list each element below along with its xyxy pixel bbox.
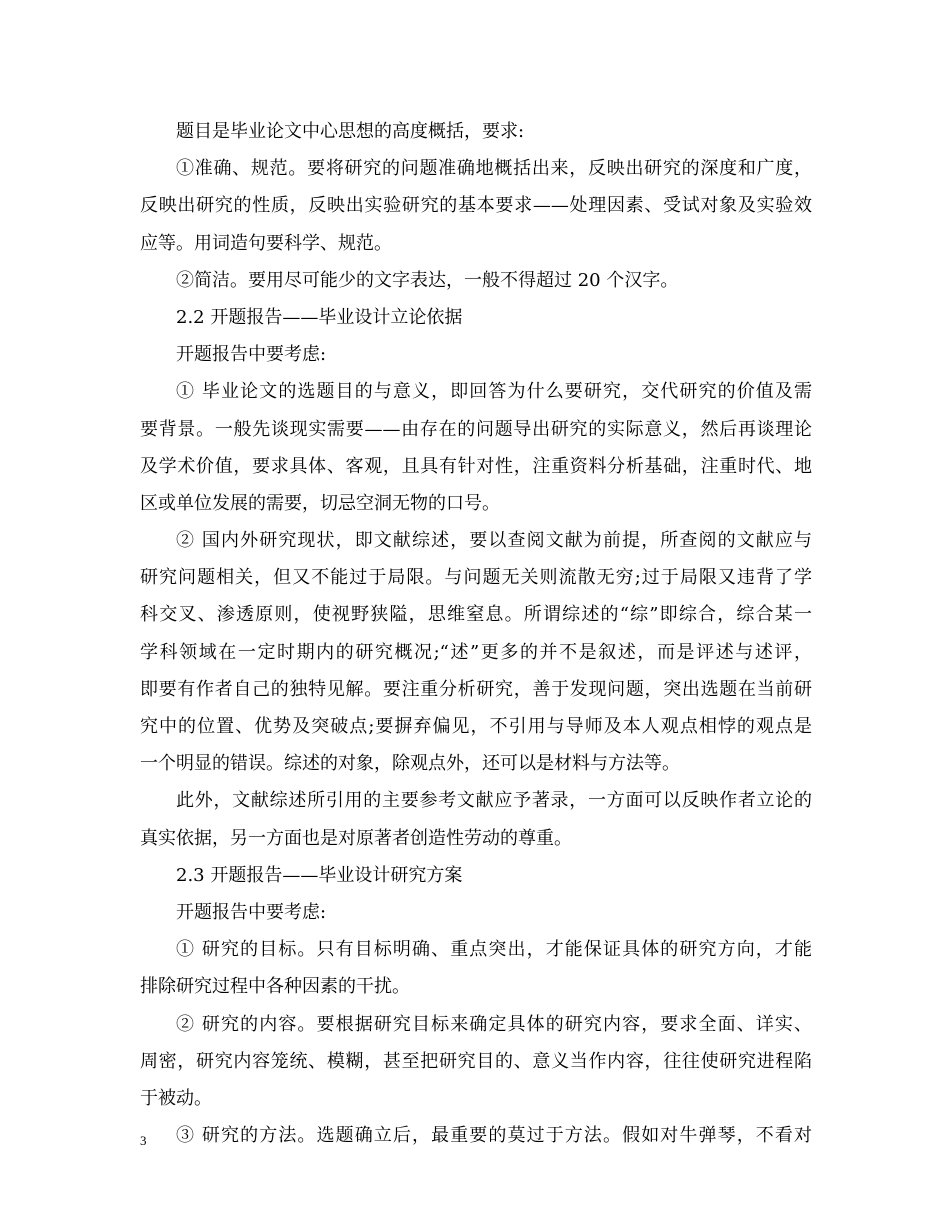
paragraph-line: 开题报告中要考虑: xyxy=(176,901,327,923)
paragraph-line: 应等。用词造句要科学、规范。 xyxy=(140,232,392,254)
paragraph-line: 及学术价值，要求具体、客观，且具有针对性，注重资料分析基础，注重时代、地 xyxy=(140,455,812,477)
paragraph-line: 学科领域在一定时期内的研究概况;“述”更多的并不是叙述，而是评述与述评， xyxy=(140,641,812,663)
paragraph-line: 开题报告中要考虑: xyxy=(176,344,327,366)
paragraph-line: 排除研究过程中各种因素的干扰。 xyxy=(140,976,410,998)
body-text xyxy=(140,113,812,1154)
paragraph-line: ② 研究的内容。要根据研究目标来确定具体的研究内容，要求全面、详实、 xyxy=(176,1013,812,1035)
paragraph-line: ①准确、规范。要将研究的问题准确地概括出来，反映出研究的深度和广度， xyxy=(176,158,812,180)
page-number: 3 xyxy=(140,1133,147,1148)
section-heading: 2.2 开题报告——毕业设计立论依据 xyxy=(176,306,463,328)
paragraph-line: 反映出研究的性质，反映出实验研究的基本要求——处理因素、受试对象及实验效 xyxy=(140,195,812,217)
paragraph-line: 研究问题相关，但又不能过于局限。与问题无关则流散无穷;过于局限又违背了学 xyxy=(140,567,812,589)
paragraph-line: 科交叉、渗透原则，使视野狭隘，思维窒息。所谓综述的“综”即综合，综合某一 xyxy=(140,604,812,626)
paragraph-line: ① 研究的目标。只有目标明确、重点突出，才能保证具体的研究方向，才能 xyxy=(176,939,812,961)
paragraph-line: 周密，研究内容笼统、模糊，甚至把研究目的、意义当作内容，往往使研究进程陷 xyxy=(140,1050,812,1072)
paragraph-line: ② 国内外研究现状，即文献综述，要以查阅文献为前提，所查阅的文献应与 xyxy=(176,530,812,552)
paragraph-line: 即要有作者自己的独特见解。要注重分析研究，善于发现问题，突出选题在当前研 xyxy=(140,678,812,700)
paragraph-line: 究中的位置、优势及突破点;要摒弃偏见，不引用与导师及本人观点相悖的观点是 xyxy=(140,716,812,737)
section-heading: 2.3 开题报告——毕业设计研究方案 xyxy=(176,864,463,886)
paragraph-line: 区或单位发展的需要，切忌空洞无物的口号。 xyxy=(140,492,500,514)
paragraph-line: 于被动。 xyxy=(140,1087,212,1109)
paragraph-line: ②简洁。要用尽可能少的文字表达，一般不得超过 20 个汉字。 xyxy=(176,269,679,291)
paragraph-line: 真实依据，另一方面也是对原著者创造性劳动的尊重。 xyxy=(140,827,572,849)
paragraph-line: 要背景。一般先谈现实需要——由存在的问题导出研究的实际意义，然后再谈理论 xyxy=(140,418,812,440)
paragraph-line: ① 毕业论文的选题目的与意义，即回答为什么要研究，交代研究的价值及需 xyxy=(176,381,812,403)
paragraph-line: ③ 研究的方法。选题确立后，最重要的莫过于方法。假如对牛弹琴，不看对 xyxy=(176,1125,812,1147)
paragraph-line: 一个明显的错误。综述的对象，除观点外，还可以是材料与方法等。 xyxy=(140,753,680,775)
paragraph-line: 此外，文献综述所引用的主要参考文献应予著录，一方面可以反映作者立论的 xyxy=(176,790,812,812)
paragraph-line: 题目是毕业论文中心思想的高度概括，要求: xyxy=(176,121,525,142)
